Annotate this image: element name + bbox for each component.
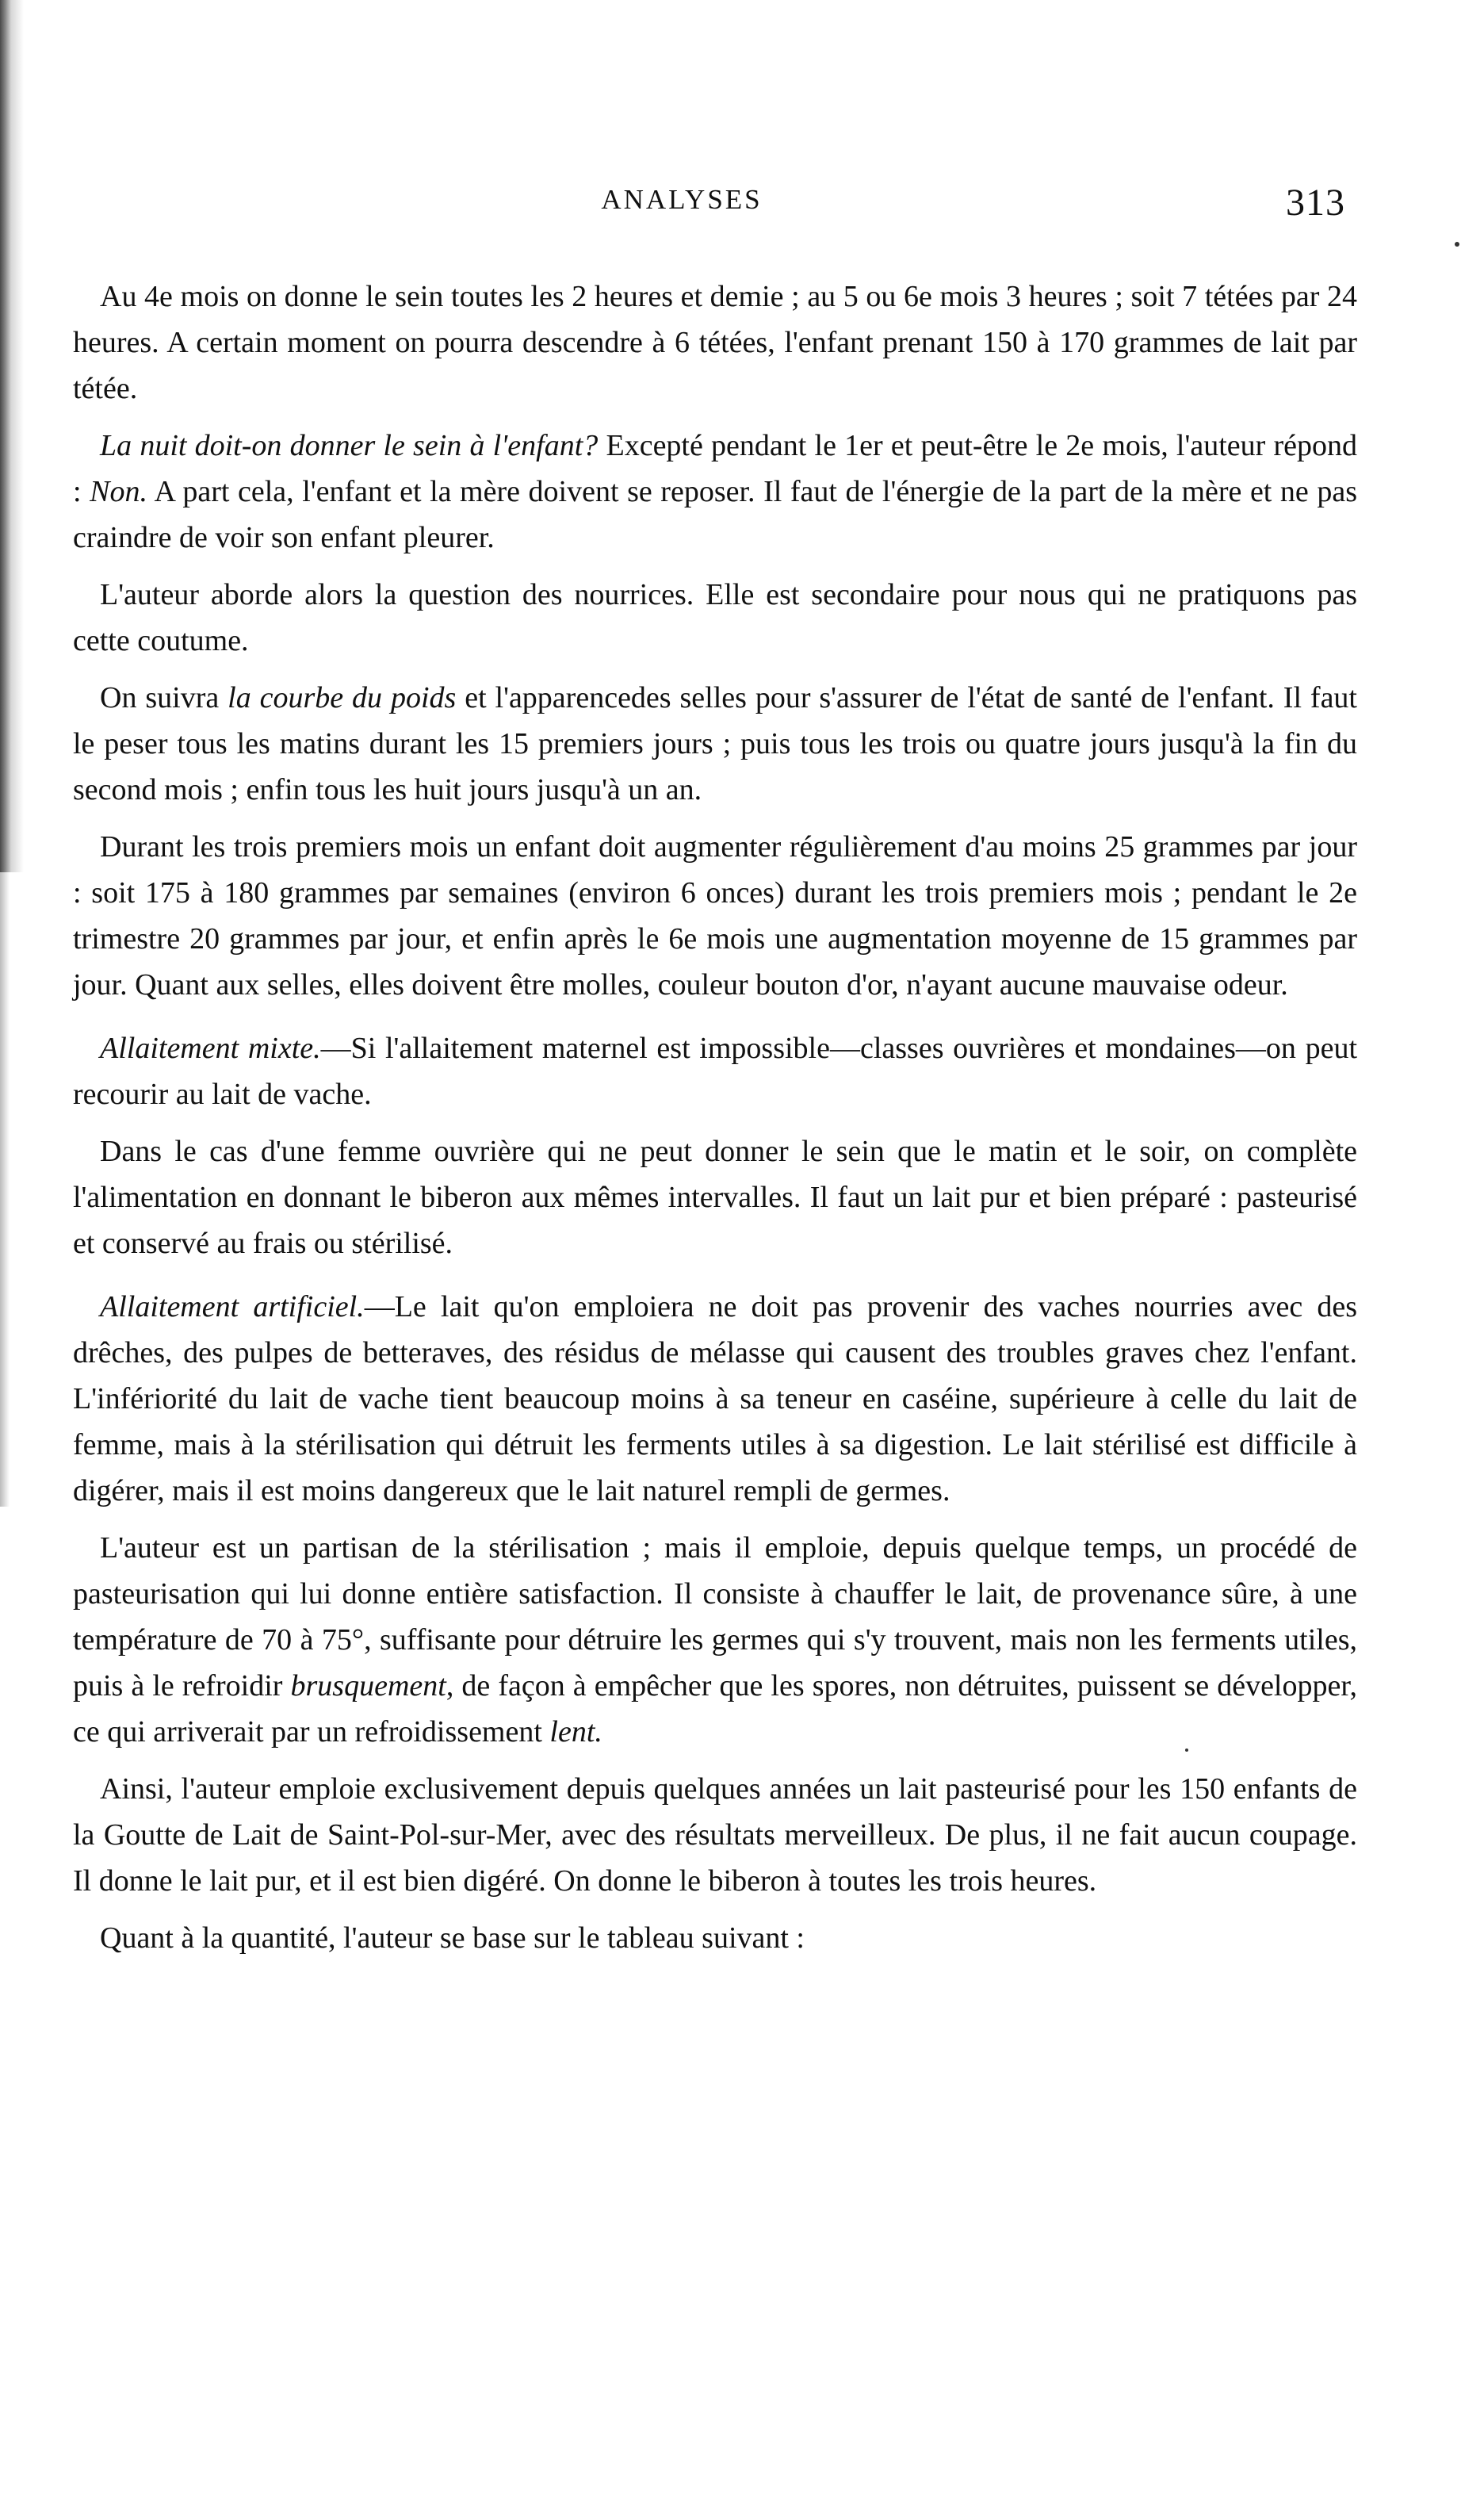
paragraph [73,423,1357,561]
paragraph [73,1025,1357,1117]
paragraph [73,824,1357,1008]
italic-phrase: Non. [90,475,147,508]
page-number: 313 [1286,182,1345,224]
paragraph [73,1284,1357,1514]
italic-phrase: brusquement [290,1669,446,1703]
text-run: Dans le cas d'une femme ouvrière qui ne peut donner le sein que le matin et le soir, on complète l'alimentation en donnant le biberon aux mêmes intervalles. Il faut un lait pur et bien préparé : pasteurisé et conservé au frais ou stérilisé. [73,1135,1357,1260]
italic-phrase: La nuit doit-on donner le sein à l'enfant? [100,429,599,462]
paragraph [73,1766,1357,1904]
paragraph [73,572,1357,664]
text-run: Excepté pendant le 1er et peut-être le 2e mois, l'auteur répond : [73,429,1357,508]
text-run: L'auteur est un partisan de la stérilisation ; mais il emploie, depuis quelque temps, un procédé de pasteurisation qui lui donne entière satisfaction. Il consiste à chauffer le lait, de provenance sûre, à une température de 70 à 75°, suffisante pour détruire les germes qui s'y trouvent, mais non les ferments utiles, puis à le refroidir [73,1531,1357,1703]
scan-speck [1455,242,1459,247]
paragraph [73,1128,1357,1266]
text-run: Quant à la quantité, l'auteur se base sur le tableau suivant : [100,1921,805,1955]
italic-phrase: Allaitement artificiel. [100,1290,365,1323]
page-header [0,181,1484,228]
paragraph [73,1525,1357,1755]
text-run: A part cela, l'enfant et la mère doivent se reposer. Il faut de l'énergie de la part de la mère et ne pas craindre de voir son enfant pleurer. [73,475,1357,554]
text-run: On suivra [100,681,228,714]
text-run: , de façon à empêcher que les spores, non détruites, puissent se développer, ce qui arriverait par un refroidissement [73,1669,1357,1749]
italic-phrase: la courbe du poids [228,681,457,714]
article-body [73,274,1357,1972]
italic-phrase: lent. [549,1715,602,1749]
text-run: —Le lait qu'on emploiera ne doit pas provenir des vaches nourries avec des drêches, des pulpes de betteraves, des résidus de mélasse qui causent des troubles graves chez l'enfant. L'infériorité du lait de vache tient beaucoup moins à sa teneur en caséine, supérieure à celle du lait de femme, mais à la stérilisation qui détruit les ferments utiles à sa digestion. Le lait stérilisé est difficile à digérer, mais il est moins dangereux que le lait naturel rempli de germes. [73,1290,1357,1507]
italic-phrase: Allaitement mixte. [100,1032,321,1065]
running-title: ANALYSES [601,184,763,215]
text-run: Durant les trois premiers mois un enfant doit augmenter régulièrement d'au moins 25 grammes par jour : soit 175 à 180 grammes par semaines (environ 6 onces) durant les trois premiers mois ; pendant le 2e trimestre 20 grammes par jour, et enfin après le 6e mois une augmentation moyenne de 15 grammes par jour. Quant aux selles, elles doivent être molles, couleur bouton d'or, n'ayant aucune mauvaise odeur. [73,830,1357,1002]
paragraph [73,675,1357,813]
text-run: et l'apparencedes selles pour s'assurer de l'état de santé de l'enfant. Il faut le peser tous les matins durant les 15 premiers jours ; puis tous les trois ou quatre jours jusqu'à la fin du second mois ; enfin tous les huit jours jusqu'à un an. [73,681,1357,806]
binding-shadow-lower [0,872,10,1507]
text-run: L'auteur aborde alors la question des nourrices. Elle est secondaire pour nous qui ne pratiquons pas cette coutume. [73,578,1357,657]
binding-shadow [0,0,24,872]
text-run: —Si l'allaitement maternel est impossible—classes ouvrières et mondaines—on peut recourir au lait de vache. [73,1032,1357,1111]
text-run: Ainsi, l'auteur emploie exclusivement depuis quelques années un lait pasteurisé pour les 150 enfants de la Goutte de Lait de Saint-Pol-sur-Mer, avec des résultats merveilleux. De plus, il ne fait aucun coupage. Il donne le lait pur, et il est bien digéré. On donne le biberon à toutes les trois heures. [73,1772,1357,1898]
text-run: Au 4e mois on donne le sein toutes les 2 heures et demie ; au 5 ou 6e mois 3 heures ; soit 7 tétées par 24 heures. A certain moment on pourra descendre à 6 tétées, l'enfant prenant 150 à 170 grammes de lait par tétée. [73,280,1357,405]
paragraph [73,1915,1357,1961]
paragraph [73,274,1357,412]
